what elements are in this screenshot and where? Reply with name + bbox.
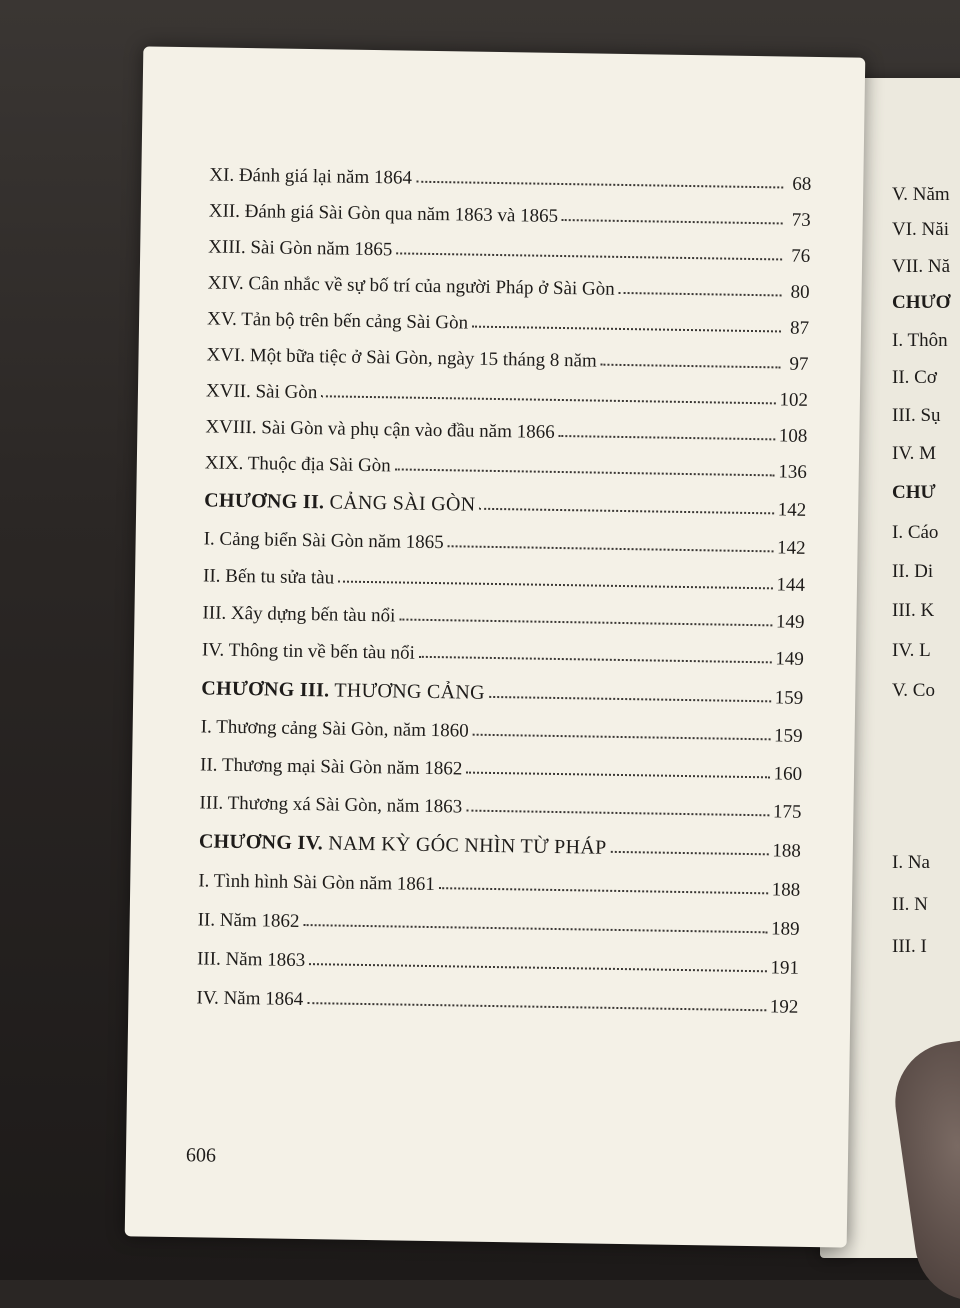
facing-toc-item: II. N	[892, 894, 928, 915]
toc-entry-page: 87	[789, 317, 810, 339]
dot-leader	[439, 887, 768, 894]
facing-toc-item: III. K	[892, 600, 935, 621]
dot-leader	[416, 181, 783, 189]
toc-entry-title: XII. Đánh giá Sài Gòn qua năm 1863 và 1865	[208, 200, 559, 227]
toc-entry-title: I. Cảng biển Sài Gòn năm 1865	[203, 528, 444, 554]
toc-entry-page: 142	[776, 537, 806, 559]
toc-entry	[201, 717, 803, 745]
toc-entry-title: I. Tình hình Sài Gòn năm 1861	[198, 870, 436, 896]
facing-toc-item: II. Cơ	[892, 367, 937, 388]
page-number: 606	[185, 1144, 217, 1167]
dot-leader	[419, 656, 771, 664]
facing-toc-item: II. Di	[892, 561, 934, 582]
toc-entry	[209, 165, 811, 193]
toc-entry-page: 149	[775, 611, 805, 633]
toc-entry	[197, 949, 799, 977]
dot-leader	[309, 963, 766, 972]
facing-toc-chapter: CHƯƠ	[892, 292, 951, 313]
toc-entry	[205, 417, 807, 445]
toc-entry-title: III. Xây dựng bến tàu nổi	[202, 602, 396, 627]
toc-chapter-title	[204, 490, 475, 514]
toc-entry-page: 80	[790, 281, 810, 303]
facing-toc-item: I. Na	[892, 852, 930, 873]
toc-entry	[207, 309, 809, 337]
toc-entry-title: XI. Đánh giá lại năm 1864	[209, 164, 413, 189]
toc-chapter-title	[199, 831, 607, 857]
toc-entry-page: 136	[778, 461, 807, 483]
facing-toc-chapter: CHƯ	[892, 482, 936, 503]
toc-entry-page: 160	[773, 763, 803, 785]
chapter-number: CHƯƠNG II.	[204, 489, 325, 514]
dot-leader	[472, 326, 781, 333]
toc-chapter-title	[201, 678, 485, 702]
toc-entry-title: XVI. Một bữa tiệc ở Sài Gòn, ngày 15 tháng 8 năm	[206, 344, 597, 372]
toc-entry	[198, 910, 800, 938]
toc-entry-page: 159	[774, 687, 804, 709]
facing-toc-item: V. Năm	[892, 184, 950, 205]
facing-toc-item: I. Cáo	[892, 522, 939, 543]
toc-entry-page: 68	[792, 173, 812, 195]
dot-leader	[399, 618, 772, 626]
dot-leader	[321, 395, 775, 404]
toc-entry	[206, 345, 808, 373]
facing-toc-item: IV. M	[892, 443, 936, 464]
toc-entry	[198, 871, 800, 899]
toc-entry-page: 175	[772, 801, 802, 823]
toc-entry	[200, 755, 802, 783]
toc-entry-title: XVII. Sài Gòn	[205, 380, 318, 404]
toc-entry-title: XIV. Cân nhắc về sự bố trí của người Pháp ở Sài Gòn	[207, 272, 615, 300]
facing-toc-item: VI. Năi	[892, 219, 949, 240]
dot-leader	[338, 581, 772, 590]
toc-entry-title: III. Năm 1863	[196, 948, 306, 972]
dot-leader	[610, 851, 768, 855]
dot-leader	[619, 292, 782, 297]
toc-entry-page: 191	[770, 957, 800, 979]
dot-leader	[448, 545, 773, 552]
toc-chapter-entry	[201, 678, 803, 707]
toc-entry-title: XIX. Thuộc địa Sài Gòn	[204, 452, 391, 477]
toc-entry-title: XVIII. Sài Gòn và phụ cận vào đầu năm 1866	[205, 416, 555, 443]
toc-entry	[199, 793, 801, 821]
toc-entry-title: XIII. Sài Gòn năm 1865	[208, 236, 393, 261]
dot-leader	[466, 810, 769, 817]
toc-entry	[209, 201, 811, 229]
toc-entry-page: 189	[770, 918, 800, 940]
dot-leader	[303, 924, 767, 933]
toc-entry	[205, 453, 807, 481]
dot-leader	[396, 252, 782, 260]
facing-toc-item: I. Thôn	[892, 330, 948, 351]
toc-entry-title: III. Thương xá Sài Gòn, năm 1863	[199, 792, 463, 818]
toc-entry-page: 76	[791, 245, 811, 267]
toc-entry-title: IV. Thông tin về bến tàu nổi	[201, 639, 416, 664]
toc-entry-title: II. Thương mại Sài Gòn năm 1862	[199, 754, 463, 780]
chapter-name: CẢNG SÀI GÒN	[329, 491, 476, 516]
toc-entry	[202, 603, 804, 631]
facing-toc-item: III. I	[892, 936, 927, 957]
dot-leader	[562, 219, 783, 224]
toc-entry-page: 102	[779, 389, 809, 411]
toc-entry	[202, 640, 804, 668]
toc-chapter-entry	[204, 490, 806, 519]
toc-entry-page: 149	[775, 648, 805, 670]
dot-leader	[479, 508, 773, 515]
chapter-number: CHƯƠNG III.	[201, 677, 330, 702]
chapter-number: CHƯƠNG IV.	[198, 830, 324, 855]
toc-entry	[208, 273, 810, 301]
toc-entry-title: II. Bến tu sửa tàu	[202, 565, 335, 589]
toc-entry-title: II. Năm 1862	[197, 909, 300, 932]
toc-entry-title: I. Thương cảng Sài Gòn, năm 1860	[200, 716, 469, 742]
table-of-contents	[196, 165, 811, 1016]
toc-entry-page: 97	[789, 353, 809, 375]
toc-entry-page: 142	[777, 499, 807, 521]
chapter-name: NAM KỲ GÓC NHÌN TỪ PHÁP	[328, 832, 607, 859]
toc-entry	[204, 529, 806, 557]
book-page	[125, 46, 866, 1247]
toc-entry-page: 144	[776, 574, 806, 596]
toc-entry-page: 188	[771, 879, 801, 901]
facing-toc-item: III. Sụ	[892, 405, 941, 426]
dot-leader	[601, 364, 781, 369]
dot-leader	[466, 772, 769, 779]
toc-entry-page: 159	[773, 725, 803, 747]
dot-leader	[559, 435, 775, 440]
toc-entry-page: 108	[778, 425, 808, 447]
toc-entry	[206, 381, 808, 409]
toc-entry-page: 188	[772, 840, 801, 862]
toc-entry-title: XV. Tản bộ trên bến cảng Sài Gòn	[206, 308, 469, 334]
toc-entry	[208, 237, 810, 265]
dot-leader	[473, 734, 770, 741]
toc-chapter-entry	[199, 831, 801, 860]
toc-entry-page: 73	[791, 209, 811, 231]
toc-entry-page: 192	[769, 996, 799, 1018]
facing-toc-item: IV. L	[892, 640, 931, 661]
facing-toc-item: V. Co	[892, 680, 935, 701]
toc-entry-title: IV. Năm 1864	[196, 987, 304, 1011]
dot-leader	[489, 696, 771, 702]
toc-entry	[203, 566, 805, 594]
dot-leader	[395, 468, 775, 476]
facing-toc-item: VII. Nă	[892, 256, 951, 277]
dot-leader	[307, 1002, 766, 1011]
toc-entry	[196, 988, 798, 1016]
chapter-name: THƯƠNG CẢNG	[334, 679, 486, 704]
